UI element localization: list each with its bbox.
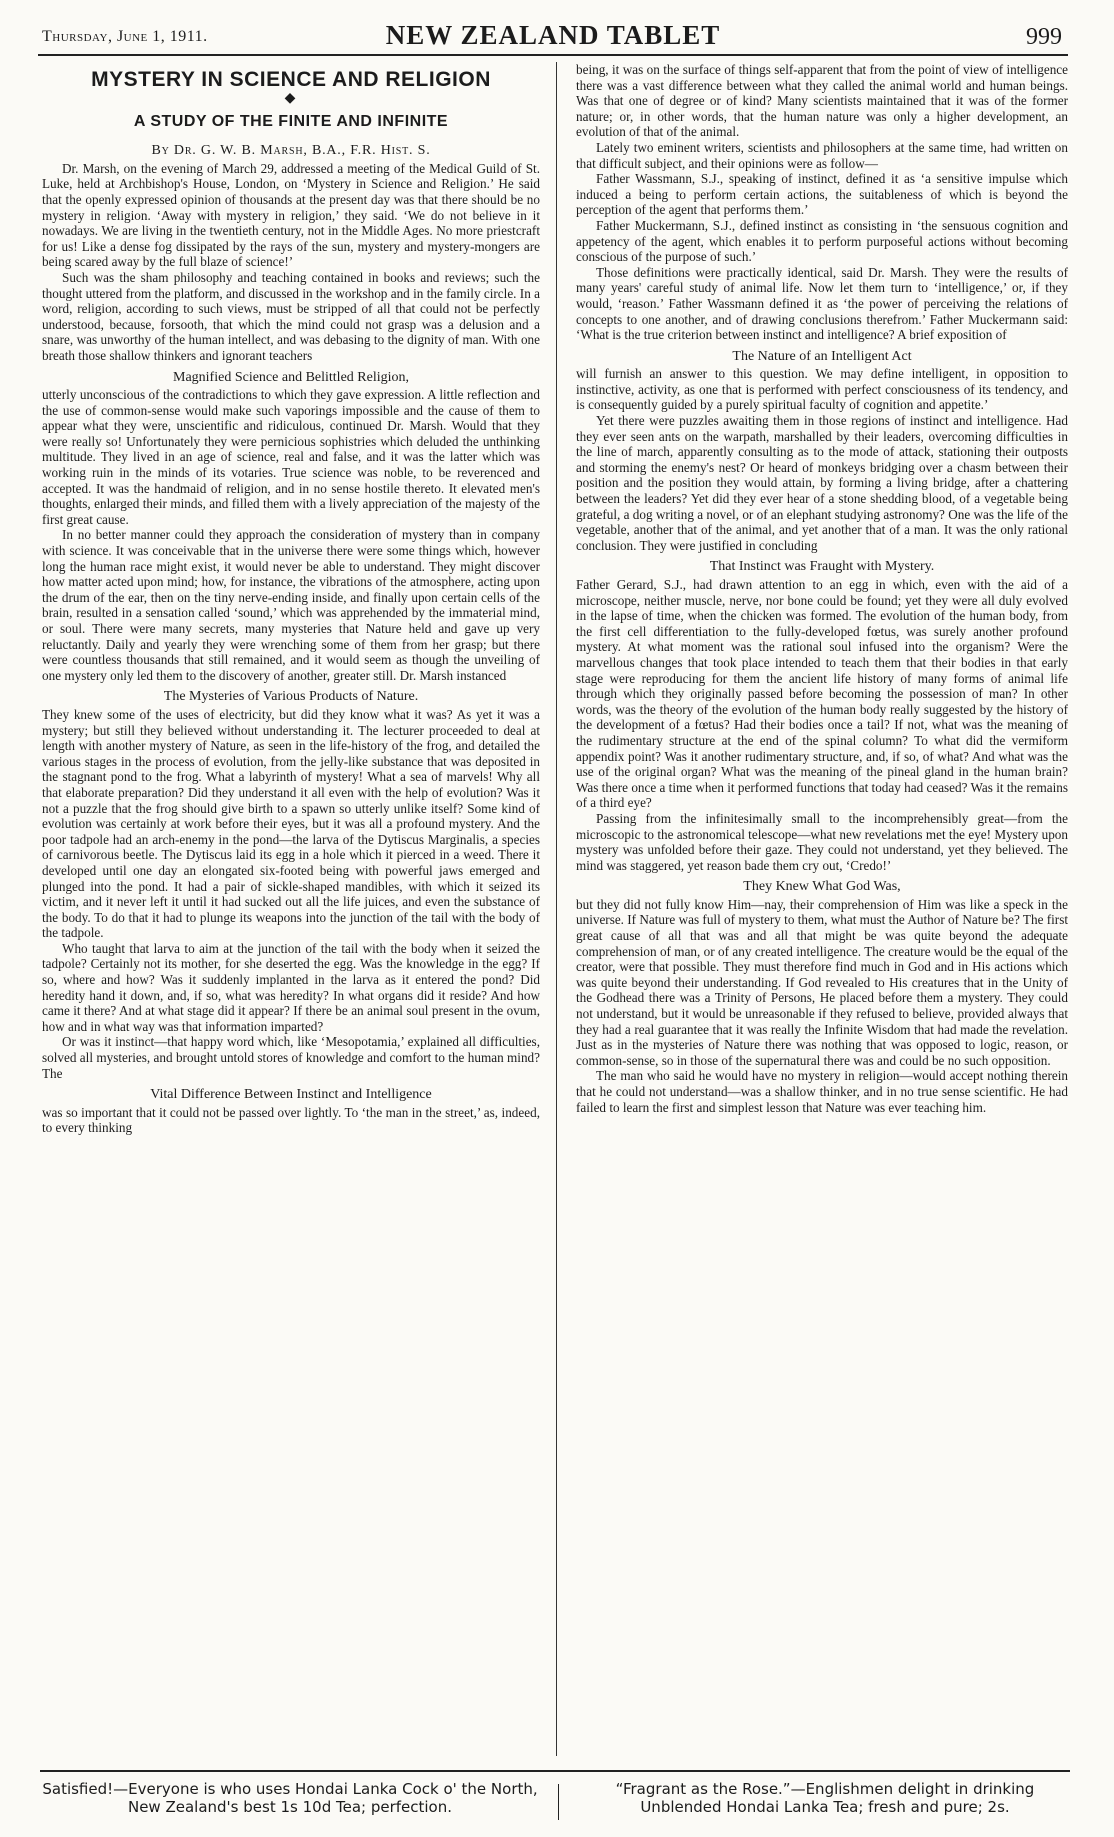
paragraph: Yet there were puzzles awaiting them in those regions of instinct and intelligence. Had they ever seen ants on the warpath, marshalled by their leaders, overcoming difficulties in the line of march, apparently consulting as to the mode of attack, stationing their outposts and storming the enemy's nest? Or heard of monkeys bridging over a chasm between their position and the position they would attain, by forming a living bridge, after a chattering between the leaders? Yet did they ever hear of a stone shedding blood, of a vegetable being grateful, a dog writing a novel, or of an elephant studying astronomy? One was the life of the vegetable, another that of the animal, and yet another that of a man. It was the only rational conclusion. They were justified in concluding (576, 413, 1068, 553)
tea-advertisement-left: Satisfied!—Everyone is who uses Hondai Lanka Cock o' the North, New Zealand's best 1s 10d Tea; perfection. (42, 1780, 538, 1816)
ornament-divider-icon: ◆ (284, 90, 298, 106)
footer-divider (558, 1784, 559, 1820)
paragraph: Father Muckermann, S.J., defined instinct as consisting in ‘the sensuous cognition and appetency of the agent, which enables it to perform purposeful actions without becoming conscious of the purpose of such.’ (576, 217, 1068, 265)
paragraph: Father Wassmann, S.J., speaking of instinct, defined it as ‘a sensitive impulse which induced a being to perform certain actions, the suitableness of which is beyond the perception of the agent that performs them.’ (576, 171, 1068, 218)
paragraph: Passing from the infinitesimally small to the incomprehensibly great—from the microscopic to the astronomical telescope—what new revelations met the eye! Mystery upon mystery was unfolded before their gaze. They could not understand, yet they believed. The mind was staggered, yet reason bade them cry out, ‘Credo!’ (576, 810, 1068, 873)
paragraph: Dr. Marsh, on the evening of March 29, addressed a meeting of the Medical Guild of St. Luke, held at Archbishop's House, London, on ‘Mystery in Science and Religion.’ He said that the openly expressed opinion of thousands at the present day was that there should be no mystery in religion. ‘Away with mystery in religion,’ they said. ‘We do not believe in it nowadays. We are living in the twentieth century, not in the Middle Ages. No more priestcraft for us! Like a dense fog dissipated by the rays of the sun, mystery and mystery-mongers are being scared away by the full blaze of science!’ (42, 160, 540, 270)
paragraph: Father Gerard, S.J., had drawn attention to an egg in which, even with the aid of a microscope, neither muscle, nerve, nor bone could be found; yet they were all duly evolved in the lapse of time, when the chicken was formed. The evolution of the human body, from the first cell differentiation to the fully-developed fœtus, was surely another profound mystery. At what moment was the rational soul infused into the organism? Were the marvellous changes that took place intended to teach them that their bodies in that early stage were reproducing for them the ancient life history of many forms of animal life through which they originally passed before becoming the possession of man? In other words, was the theory of the evolution of the human body really suggested by the history of the development of a fœtus? Had their bodies once a tail? If not, what was the meaning of the rudimentary structure at the end of the spinal column? To what did the vermiform appendix point? Was it another rudimentary structure, and, if so, of what? And what was the use of the original organ? What was the meaning of the pineal gland in the human brain? Was there once a time when it performed functions that today had ceased? Was it the remains of a third eye? (576, 577, 1068, 811)
section-subheading: Magnified Science and Belittled Religion, (173, 369, 409, 385)
tea-advertisement-right: “Fragrant as the Rose.”—Englishmen delight in drinking Unblended Hondai Lanka Tea; fresh and pure; 2s. (615, 1780, 1035, 1816)
left-column (42, 62, 540, 1756)
newspaper-title: NEW ZEALAND TABLET (385, 20, 721, 50)
section-subheading: That Instinct was Fraught with Mystery. (709, 559, 935, 575)
section-subheading: The Mysteries of Various Products of Nature. (163, 689, 419, 705)
article-subtitle: A STUDY OF THE FINITE AND INFINITE (133, 112, 449, 130)
paragraph: Who taught that larva to aim at the junction of the tail with the body when it seized the tadpole? Certainly not its mother, for she deserted the egg. Was the knowledge in the egg? If so, where and how? Was it suddenly implanted in the larva as it entered the pond? Did heredity hand it down, and, if so, what was heredity? In what organs did it reside? And how came it there? And at what stage did it appear? If there be an animal soul present in the ovum, how and in what way was that information imparted? (42, 940, 540, 1034)
paragraph: Or was it instinct—that happy word which, like ‘Mesopotamia,’ explained all difficulties, solved all mysteries, and brought untold stores of knowledge and comfort to the human mind? The (42, 1034, 540, 1081)
paragraph: being, it was on the surface of things self-apparent that from the point of view of intelligence there was a vast difference between what they called the animal world and human beings. Was that one of degree or of kind? Many scientists maintained that it was of the former nature; or, in other words, that the human nature was only a higher development, an evolution of that of the animal. (576, 62, 1068, 140)
advertisement-footer (40, 1770, 1070, 1828)
masthead (38, 18, 1068, 56)
column-divider (556, 62, 557, 1756)
paragraph: but they did not fully know Him—nay, their comprehension of Him was like a speck in the universe. If Nature was full of mystery to them, what must the Author of Nature be? The first great cause of all that was and all that might be was quite beyond the adequate comprehension of man, or of any created intelligence. The creature would be the equal of the creator, were that possible. They must therefore find much in God and in His actions which was quite beyond their understanding. If God revealed to His creatures that in the Unity of the Godhead there was a Trinity of Persons, He placed before them a mystery. They could not understand, but it would be unreasonable if they refused to believe, provided always that they had a real guarantee that it was really the Infinite Wisdom that had made the revelation. Just as in the mysteries of Nature there was nothing that was opposed to logic, reason, or common-sense, so in those of the supernatural there was and could be no such opposition. (576, 896, 1068, 1068)
left-column-body (42, 161, 540, 1136)
paragraph: Lately two eminent writers, scientists and philosophers at the same time, had written on that difficult subject, and their opinions were as follow— (576, 139, 1068, 171)
right-column-body (576, 62, 1068, 1115)
article-title: MYSTERY IN SCIENCE AND RELIGION (91, 68, 491, 91)
right-column (576, 62, 1068, 1756)
section-subheading: Vital Difference Between Instinct and Intelligence (150, 1087, 432, 1103)
paragraph: In no better manner could they approach the consideration of mystery than in company with science. It was conceivable that in the universe there were some things which, however long the human race might exist, it would never be able to understand. They might discover how matter acted upon mind; how, for instance, the vibrations of the atmosphere, acting upon the drum of the ear, then on the tiny nerve-ending inside, and finally upon certain cells of the brain, resulted in a sensation called ‘sound,’ which was apprehended by the immaterial mind, or soul. There were many secrets, many mysteries that Nature held and gave up very reluctantly. Daily and yearly they were wrenching some of them from her grasp; but there were countless thousands that still remained, and it would seem as though the unveiling of one mystery only led them to the discovery of another, greater still. Dr. Marsh instanced (42, 527, 540, 683)
paragraph: Such was the sham philosophy and teaching contained in books and reviews; such the thought uttered from the platform, and discussed in the workshop and in the family circle. In a word, religion, according to such views, must be stripped of all that could not be perfectly understood, because, forsooth, that which the mind could not grasp was a delusion and a snare, was unworthy of the human intellect, and was debasing to the dignity of man. With one breath those shallow thinkers and ignorant teachers (42, 269, 540, 363)
section-subheading: The Nature of an Intelligent Act (732, 348, 912, 364)
page-number: 999 (1026, 24, 1062, 50)
paragraph: Those definitions were practically identical, said Dr. Marsh. They were the results of many years' careful study of animal life. Now let them turn to ‘intelligence,’ or, if they would, ‘reason.’ Father Wassmann defined it as ‘the power of perceiving the relations of concepts to one another, and of drawing conclusions therefrom.’ Father Muckermann said: ‘What is the true criterion between instinct and intelligence? A brief exposition of (576, 264, 1068, 343)
paragraph: utterly unconscious of the contradictions to which they gave expression. A little reflection and the use of common-sense would make such vaporings impossible and the cause of them to appear what they were, unscientific and ridiculous, continued Dr. Marsh. Would that they were really so! Unfortunately they were pernicious sophistries which deluded the unthinking multitude. They lived in an age of science, real and false, and it was the latter which was working ruin in the minds of its votaries. True science was noble, to be reverenced and accepted. It was the handmaid of religion, and in no sense hostile thereto. It elevated men's thoughts, enlarged their minds, and filled them with a lively appreciation of the majesty of the first great cause. (42, 387, 540, 527)
issue-date: Thursday, June 1, 1911. (42, 28, 208, 45)
section-subheading: They Knew What God Was, (743, 879, 901, 895)
paragraph: will furnish an answer to this question. We may define intelligent, in opposition to instinctive, activity, as one that is performed with perfect consciousness of its tendency, and is consequently guided by a purely spiritual faculty of cognition and appetite.’ (576, 366, 1068, 413)
byline: By Dr. G. W. B. Marsh, B.A., F.R. Hist. S. (151, 143, 431, 159)
paragraph: The man who said he would have no mystery in religion—would accept nothing therein that he could not understand—was a shallow thinker, and in no true sense scientific. He had failed to learn the first and simplest lesson that Nature was ever teaching him. (576, 1068, 1068, 1115)
paragraph: was so important that it could not be passed over lightly. To ‘the man in the street,’ as, indeed, to every thinking (42, 1104, 540, 1136)
paragraph: They knew some of the uses of electricity, but did they know what it was? As yet it was a mystery; but still they believed without understanding it. The lecturer proceeded to deal at length with another mystery of Nature, as seen in the life-history of the frog, and detailed the various stages in the process of evolution, from the jelly-like substance that was deposited in the stagnant pond to the frog. What a labyrinth of mystery! What a sea of marvels! Why all that elaborate preparation? Did they understand it all even with the help of evolution? Was it not a puzzle that the frog should give birth to a spawn so utterly unlike itself? Some kind of evolution was certainly at work before their eyes, but it was all a profound mystery. And the poor tadpole had an arch-enemy in the pond—the larva of the Dytiscus Marginalis, a species of carnivorous beetle. The Dytiscus laid its egg in a hole which it pierced in a weed. There it developed until one day an elongated six-footed being with powerful jaws emerged and plunged into the pond. It had a pair of sickle-shaped mandibles, with which it seized its victim, and it never left it until it had sucked out all the life juices, and even the substance of the body. To do that it had to plunge its weapons into the junction of the tail with the body of the tadpole. (42, 706, 540, 941)
